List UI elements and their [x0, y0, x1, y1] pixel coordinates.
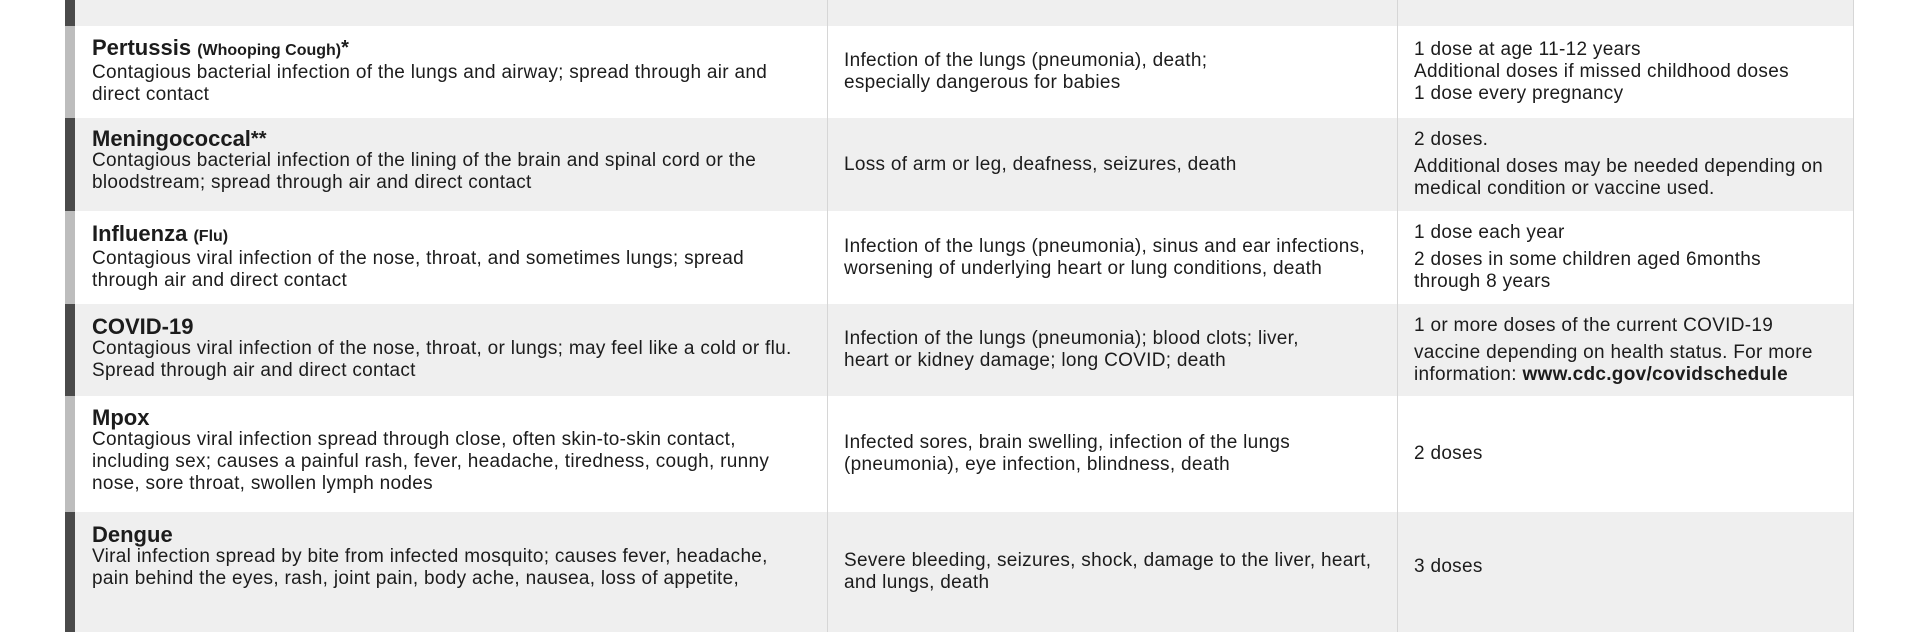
complications-cell: [828, 304, 1398, 396]
table-row: [65, 304, 1854, 396]
dose-text: 2 doses.: [1414, 129, 1489, 150]
complications-text: Infection of the lungs (pneumonia), death; especially dangerous for babies: [844, 50, 1208, 93]
row-marker: [65, 118, 75, 211]
complications-cell: [828, 512, 1398, 632]
disease-description: Contagious viral infection of the nose, throat, or lungs; may feel like a cold or flu. Spread through air and direct contact: [92, 338, 792, 381]
complications-text: Loss of arm or leg, deafness, seizures, death: [844, 153, 1237, 175]
doses-cell: [1398, 304, 1854, 396]
dose-text: Additional doses if missed childhood doses: [1414, 61, 1789, 82]
doses-cell: [1398, 118, 1854, 211]
complications-cell: [828, 211, 1398, 304]
disease-cell: [65, 211, 828, 304]
row-marker: [65, 304, 75, 396]
disease-name: COVID-19: [92, 314, 194, 339]
row-marker: [65, 512, 75, 632]
disease-cell: [65, 118, 828, 211]
disease-cell: [65, 304, 828, 396]
row-marker: [65, 211, 75, 304]
dose-text: 1 dose at age 11-12 years: [1414, 39, 1641, 60]
table-row: [65, 26, 1854, 118]
doses-cell: [1398, 512, 1854, 632]
doses-cell: [1398, 26, 1854, 118]
vaccine-table: [65, 0, 1854, 632]
disease-name: Meningococcal**: [92, 126, 267, 151]
dose-text: Additional doses may be needed depending on medical condition or vaccine used.: [1414, 156, 1824, 199]
row-marker: [65, 0, 75, 26]
disease-cell: [65, 512, 828, 632]
complications-text: Severe bleeding, seizures, shock, damage to the liver, heart, and lungs, death: [844, 550, 1372, 593]
dose-text: 1 dose every pregnancy: [1414, 83, 1624, 104]
complications-cell: [828, 396, 1398, 512]
doses-cell: [1398, 396, 1854, 512]
disease-description: Viral infection spread by bite from infected mosquito; causes fever, headache, pain behind the eyes, rash, joint pain, body ache, nausea, loss of appetite,: [92, 546, 768, 589]
disease-cell: [65, 0, 828, 26]
dose-text: 1 or more doses of the current COVID-19: [1414, 314, 1774, 336]
dose-text: 2 doses in some children aged 6months through 8 years: [1414, 249, 1761, 292]
disease-name: Pertussis (Whooping Cough)*: [92, 35, 349, 60]
complications-text: Infection of the lungs (pneumonia); blood clots; liver, heart or kidney damage; long COVID; death: [844, 328, 1299, 371]
table-row: [65, 118, 1854, 211]
disease-name: Dengue: [92, 522, 173, 547]
row-marker: [65, 396, 75, 512]
doses-cell: [1398, 0, 1854, 26]
disease-description: Contagious viral infection of the nose, throat, and sometimes lungs; spread through air and direct contact: [92, 248, 744, 291]
table-row: [65, 211, 1854, 304]
disease-name: Influenza (Flu): [92, 221, 229, 246]
complications-text: Infected sores, brain swelling, infection of the lungs (pneumonia), eye infection, blindness, death: [844, 432, 1291, 475]
disease-description: Contagious viral infection spread through close, often skin-to-skin contact, including sex; causes a painful rash, fever, headache, tiredness, cough, runny nose, sore throat, swollen lymph nodes: [92, 429, 770, 494]
doses-cell: [1398, 211, 1854, 304]
dose-text: 1 dose each year: [1414, 222, 1565, 243]
complications-cell: [828, 118, 1398, 211]
disease-cell: [65, 26, 828, 118]
complications-text: Infection of the lungs (pneumonia), sinus and ear infections, worsening of underlying heart or lung conditions, death: [844, 235, 1366, 279]
covid-schedule-link[interactable]: www.cdc.gov/covidschedule: [1522, 363, 1788, 385]
dose-text: 3 doses: [1414, 556, 1483, 577]
row-marker: [65, 26, 75, 118]
disease-cell: [65, 396, 828, 512]
table-row: [65, 396, 1854, 512]
disease-name: Mpox: [92, 405, 150, 430]
complications-cell: [828, 0, 1398, 26]
table-row: [65, 0, 1854, 26]
dose-text: vaccine depending on health status. For more information: www.cdc.gov/covidschedule: [1414, 341, 1813, 385]
disease-description: Contagious bacterial infection of the lungs and airway; spread through air and direct contact: [92, 62, 768, 105]
dose-text: 2 doses: [1414, 443, 1483, 464]
complications-cell: [828, 26, 1398, 118]
table-row: [65, 512, 1854, 632]
disease-description: Contagious bacterial infection of the lining of the brain and spinal cord or the bloodstream; spread through air and direct contact: [92, 150, 757, 193]
